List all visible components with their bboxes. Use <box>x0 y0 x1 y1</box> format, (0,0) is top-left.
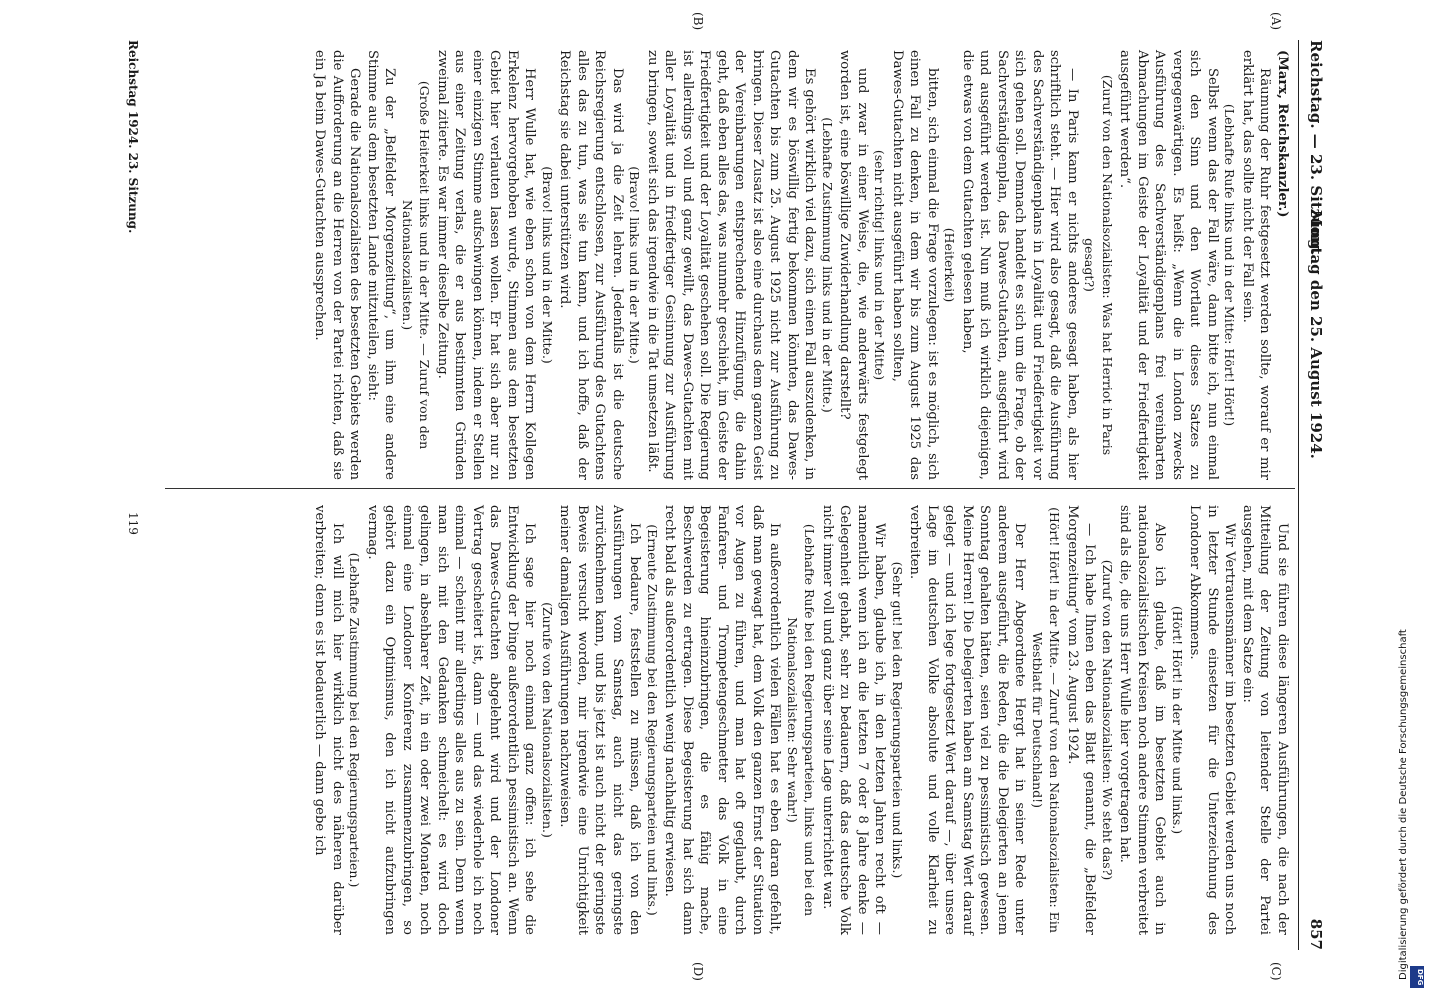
footer-left: Reichstag 1924. 23. Sitzung. <box>126 40 140 234</box>
paragraph: Ich bedaure, feststellen zu müssen, daß ich von den Ausführungen vom Samstag, auch nicht das geringste zurücknehmen kann, und bis jetzt ist auch nicht der geringste Beweis versucht worden, mir irgendwie eine Unrichtigkeit meiner damaligen Ausführungen nachzuweisen. <box>557 505 643 935</box>
document-page <box>15 0 1345 1000</box>
right-column <box>311 505 1291 935</box>
interjection: (Zuruf von den Nationalsozialisten: Was hat Herriot in Paris gesagt?) <box>1082 74 1115 456</box>
paragraph: Ich sage hier noch einmal ganz offen: ich sehe die Entwicklung der Dinge außerordentlich pessimistisch an. Wenn das Dawes-Gutachten abgelehnt wird und der Londoner Vertrag gescheitert ist, dann — und das wiederhole ich noch einmal — scheint mir allerdings alles aus zu sein. Denn wenn man sich mit den Gedanken schmeichelt: es wird doch gelingen, in absehbarer Zeit, in ein oder zwei Monaten, noch einmal eine Londoner Konferenz zusammenzubringen, so gehört dazu ein Optimismus, den ich nicht aufzubringen vermag. <box>365 505 538 935</box>
margin-mark-b: (B) <box>691 12 705 31</box>
interjection: (Erneute Zustimmung bei den Regierungsparteien und links.) <box>645 524 660 916</box>
interjection: (Hört! Hört! in der Mitte und links.) <box>1170 605 1185 835</box>
interjection: (Zuruf von den Nationalsozialisten: Wo steht das?) <box>1100 559 1115 881</box>
footer-page-number: 119 <box>126 512 140 535</box>
dfg-logo: DFG <box>1410 966 1424 988</box>
paragraph: Räumung der Ruhr festgesetzt werden sollte, worauf er mir erklärt hat, das sollte nicht der Fall sein. <box>1240 50 1273 480</box>
paragraph: Der Herr Abgeordnete Hergt hat in seiner Rede unter anderem ausgeführt, die Reden, die die Delegierten an jenem Sonntag gehalten hätten, seien viel zu pessimistisch gewesen. Meine Herren! Die Delegierten haben am Samstag Wert darauf gelegt — und ich lege fortgesetzt Wert darauf —, über unsere Lage im deutschen Volke absolute und volle Klarheit zu verbreiten. <box>907 505 1028 935</box>
paragraph: Das wird ja die Zeit lehren. Jedenfalls ist die deutsche Reichsregierung entschlossen, zur Ausführung des Gutachtens alles das zu tun, was sie tun kann, und ich hoffe, daß der Reichstag sie dabei unterstützen wird. <box>557 50 625 480</box>
margin-mark-d: (D) <box>691 962 705 981</box>
margin-mark-c: (C) <box>1269 962 1283 981</box>
paragraph: In außerordentlich vielen Fällen hat es eben daran gefehlt, daß man gewagt hat, dem Volk den ganzen Ernst der Situation vor Augen zu führen, und man hat oft geglaubt, durch Fanfaren- und Trompetengeschmetter das Volk in eine Begeisterung hineinzubringen, die es fähig mache, Beschwerden zu ertragen. Diese Begeisterung hat sich dann recht bald als außerordentlich wenig nachhaltig erwiesen. <box>662 505 783 935</box>
interjection: (Hört! Hört! in der Mitte. — Zuruf von den Nationalsozialisten: Ein Westblatt für Deutschland!) <box>1030 507 1063 933</box>
interjection: (Bravo! links und in der Mitte.) <box>540 166 555 364</box>
paragraph: (Marx, Reichskanzler.) <box>1275 50 1290 218</box>
interjection: (Lebhafte Rufe links und in der Mitte: Hört! Hört!) <box>1222 103 1238 427</box>
interjection: (Große Heiterkeit links und in der Mitte. — Zuruf von den Nationalsozialisten.) <box>400 80 433 450</box>
interjection: (Zurufe von den Nationalsozialisten.) <box>540 602 555 838</box>
interjection: (sehr richtig! links und in der Mitte) <box>872 149 888 381</box>
left-column <box>311 50 1291 480</box>
paragraph: Und sie führen diese längeren Ausführungen, die nach der Mitteilung der Zeitung von leitender Stelle der Partei ausgehen, mit dem Satze ein: <box>1240 505 1290 935</box>
paragraph: Wir haben, glaube ich, in den letzten Jahren recht oft — namentlich wenn ich an die letzten 7 oder 8 Jahre denke — Gelegenheit gehabt, sehr zu bedauern, daß das deutsche Volk nicht immer voll und ganz über seine Lage unterrichtet war. <box>820 505 888 935</box>
paragraph: Zu der „Belfelder Morgenzeitung“, um ihm eine andere Stimme aus dem besetzten Lande mitzuteilen, sieht: <box>365 50 398 480</box>
paragraph: und zwar in einer Weise, die, wie anderwärts festgelegt worden ist, eine böswillige Zuwiderhandlung darstellt? <box>837 50 870 480</box>
interjection: (Heiterkeit) <box>942 227 958 303</box>
interjection: (Lebhafte Rufe bei den Regierungsparteien, links und bei den Nationalsozialisten: Sehr wahr!) <box>785 523 818 917</box>
column-divider <box>165 488 1295 489</box>
paragraph: Also ich glaube, daß im besetzten Gebiet auch in nationalsozialistischen Kreisen noch andere Stimmen verbreitet sind als die, die uns Herr Wulle hier vorgetragen hat. <box>1117 505 1168 935</box>
header-date: Montag den 25. August 1924. <box>1307 210 1325 459</box>
digitization-credit: Digitalisierung gefördert durch die Deutsche Forschungsgemeinschaft <box>1398 629 1409 980</box>
margin-mark-a: (A) <box>1269 12 1283 31</box>
interjection: (Lebhafte Zustimmung bei den Regierungsparteien.) <box>347 552 363 888</box>
paragraph: — In Paris kann er nichts anderes gesagt haben, als hier schriftlich steht. — Hier wird also gesagt, daß die Ausführung des Sachverständigenplans in Loyalität und Friedfertigkeit vor sich gehen soll. Demnach handelt es sich um die Frage, ob der Sachverständigenplan, das Dawes-Gutachten, ausgeführt wird und ausgeführt werden ist. Nun muß ich wirklich diejenigen, die etwas von dem Gutachten gelesen haben, <box>960 50 1080 480</box>
paragraph: bitten, sich einmal die Frage vorzulegen: ist es möglich, sich einen Fall zu denken, in dem wir bis zum August 1925 das Dawes-Gutachten nicht ausgeführt haben sollten, <box>890 50 940 480</box>
interjection: (Sehr gut! bei den Regierungsparteien und links.) <box>890 561 905 879</box>
page-number: 857 <box>1307 918 1325 950</box>
header-rule <box>1298 40 1299 950</box>
interjection: (Lebhafte Zustimmung links und in der Mitte.) <box>820 117 835 413</box>
paragraph: — Ich habe Ihnen eben das Blatt genannt, die „Belfelder Morgenzeitung“ vom 23. August 1924. <box>1065 505 1098 935</box>
header-left: Reichstag. — 23. Sitzung. <box>1307 40 1325 255</box>
paragraph: Es gehört wirklich viel dazu, sich einen Fall auszudenken, in dem wir es böswillig fertig bekommen könnten, das Dawes-Gutachten bis zum 25. August 1925 nicht zur Ausführung zu bringen. Dieser Zusatz ist also eine durchaus dem ganzen Geist der Vereinbarungen entsprechende Hinzufügung, die dahin geht, daß eben alles das, was nunmehr geschieht, im Geiste der Friedfertigkeit und der Loyalität geschehen soll. Die Regierung ist allerdings voll und ganz gewillt, das Dawes-Gutachten mit aller Loyalität und in friedfertiger Gesinnung zur Ausführung zu bringen, soweit sich das irgendwie in die Tat umsetzen läßt. <box>645 50 818 480</box>
paragraph: Herr Wulle hat, wie eben schon von dem Herrn Kollegen Erkelenz hervorgehoben wurde, Stimmen aus dem besetzten Gebiet hier verlauten lassen wollen. Er hat sich aber nur zu einer einzigen Stimme aufschwingen können, indem er Stellen aus einer Zeitung verlas, die er aus bestimmten Gründen zweimal zitierte. Es war immer dieselbe Zeitung. <box>435 50 538 480</box>
interjection: (Bravo! links und in der Mitte.) <box>627 166 643 364</box>
paragraph: Gerade die Nationalsozialisten des besetzten Gebiets werden die Aufforderung an die Herren von der Partei richten, daß sie ein Ja beim Dawes-Gutachten aussprechen. <box>312 50 363 480</box>
paragraph: Selbst wenn das der Fall wäre, dann bitte ich, nun einmal sich den Sinn und den Wortlaut dieses Satzes zu vergegenwärtigen. Es heißt: „Wenn die in London zwecks Ausführung des Sachverständigenplans frei vereinbarten Abmachungen im Geiste der Loyalität und der Friedfertigkeit ausgeführt werden“. <box>1117 50 1220 480</box>
paragraph: Wir Vertrauensmänner im besetzten Gebiet werden uns noch in letzter Stunde einsetzen für die Unterzeichnung des Londoner Abkommens. <box>1187 505 1238 935</box>
page-header <box>1301 40 1325 960</box>
paragraph: Ich will mich hier wirklich nicht des näheren darüber verbreiten; denn es ist bedauerlich — dann gebe ich <box>312 505 345 935</box>
